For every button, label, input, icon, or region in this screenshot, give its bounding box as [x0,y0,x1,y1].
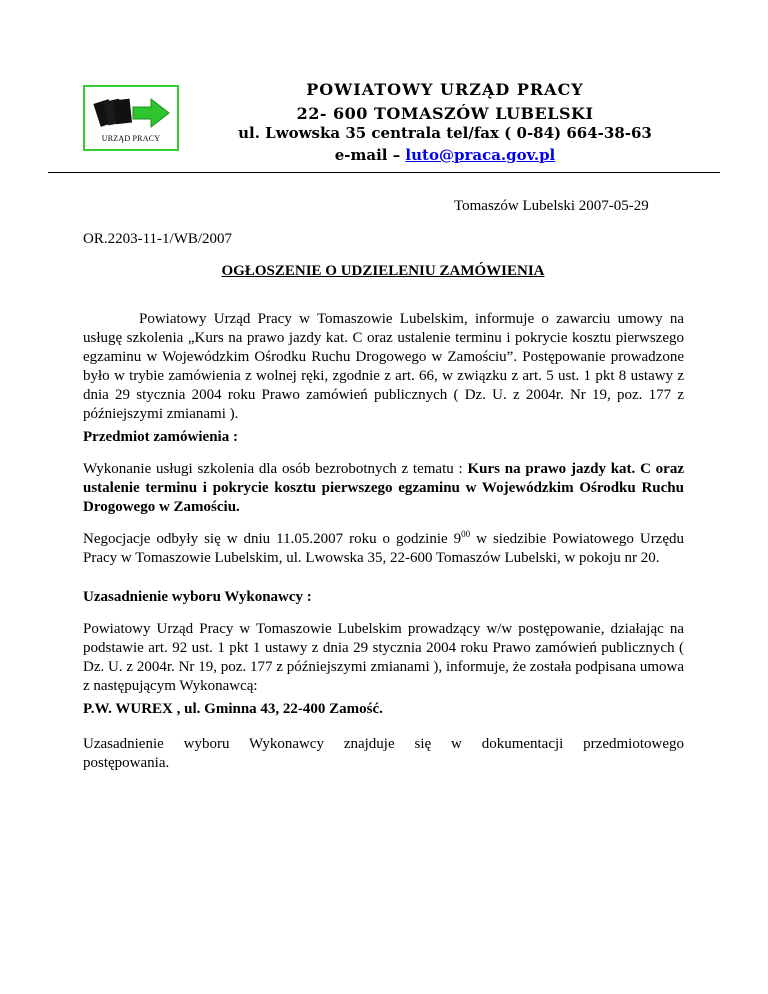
office-postal-address: 22- 600 TOMASZÓW LUBELSKI [296,104,594,123]
logo-label: URZĄD PRACY [101,134,161,143]
negotiation-text-end: w siedzibie Powiatowego Urzędu Pracy w Tomaszowie Lubelskim, ul. Lwowska 35, 22-600 Tomaszów Lubelski, w pokoju nr 20. [83,531,685,566]
document-date: Tomaszów Lubelski 2007-05-29 [454,198,649,214]
announcement-paragraph: Powiatowy Urząd Pracy w Tomaszowie Lubelskim, informuje o zawarciu umowy na usługę szkolenia „Kurs na prawo jazdy kat. C oraz ustalenie terminu i pokrycie kosztu pierwszego egzaminu w Wojewódzkim Ośrodku Ruchu Drogowego w Zamościu”. Postępowanie prowadzone było w trybie zamówienia z wolnej ręki, zgodnie z art. 66, w związku z art. 5 ust. 1 pkt 8 ustawy z dnia 29 stycznia 2004 roku Prawo zamówień publicznych ( Dz. U. z 2004r. Nr 19, poz. 177 z późniejszymi zmianami ). [83,311,684,422]
subject-intro: Wykonanie usługi szkolenia dla osób bezrobotnych z tematu : [83,461,468,477]
subject-paragraph [83,460,684,517]
office-street-phone: ul. Lwowska 35 centrala tel/fax ( 0-84) 664-38-63 [238,124,652,142]
justification-heading: Uzasadnienie wyboru Wykonawcy : [83,589,312,605]
closing-paragraph [83,735,684,773]
closing-line-1: Uzasadnienie wyboru Wykonawcy znajduje się w dokumentacji przedmiotowego [83,736,684,752]
email-link[interactable]: luto@praca.gov.pl [405,146,556,164]
negotiation-paragraph [83,525,684,568]
closing-line-2: postępowania. [83,755,170,771]
header-divider [48,172,720,173]
justification-paragraph: Powiatowy Urząd Pracy w Tomaszowie Lubelskim prowadzący w/w postępowanie, działając na podstawie art. 92 ust. 1 pkt 1 ustawy z dnia 29 stycznia 2004 roku Prawo zamówień publicznych ( Dz. U. z 2004r. Nr 19, poz. 177 z późniejszymi zmianami ), informuje, że została podpisana umowa z następującym Wykonawcą: [83,621,684,694]
office-email-line [180,146,710,164]
reference-number: OR.2203-11-1/WB/2007 [83,231,233,247]
negotiation-text-start: Negocjacje odbyły się w dniu 11.05.2007 roku o godzinie 9 [83,531,462,547]
negotiation-time-minutes: 00 [461,529,471,539]
subject-heading: Przedmiot zamówienia : [83,429,238,445]
subject-course: Kurs na prawo jazdy kat. C oraz ustalenie terminu i pokrycie kosztu pierwszego egzaminu w Wojewódzkim Ośrodku Ruchu Drogowego w Zamościu. [83,461,684,515]
office-logo [83,85,179,151]
cards-arrow-icon [89,91,173,131]
document-title: OGŁOSZENIE O UDZIELENIU ZAMÓWIENIA [221,263,545,279]
email-prefix: e-mail – [334,146,406,164]
office-name: POWIATOWY URZĄD PRACY [306,80,584,99]
contractor-name: P.W. WUREX , ul. Gminna 43, 22-400 Zamość. [83,701,383,717]
